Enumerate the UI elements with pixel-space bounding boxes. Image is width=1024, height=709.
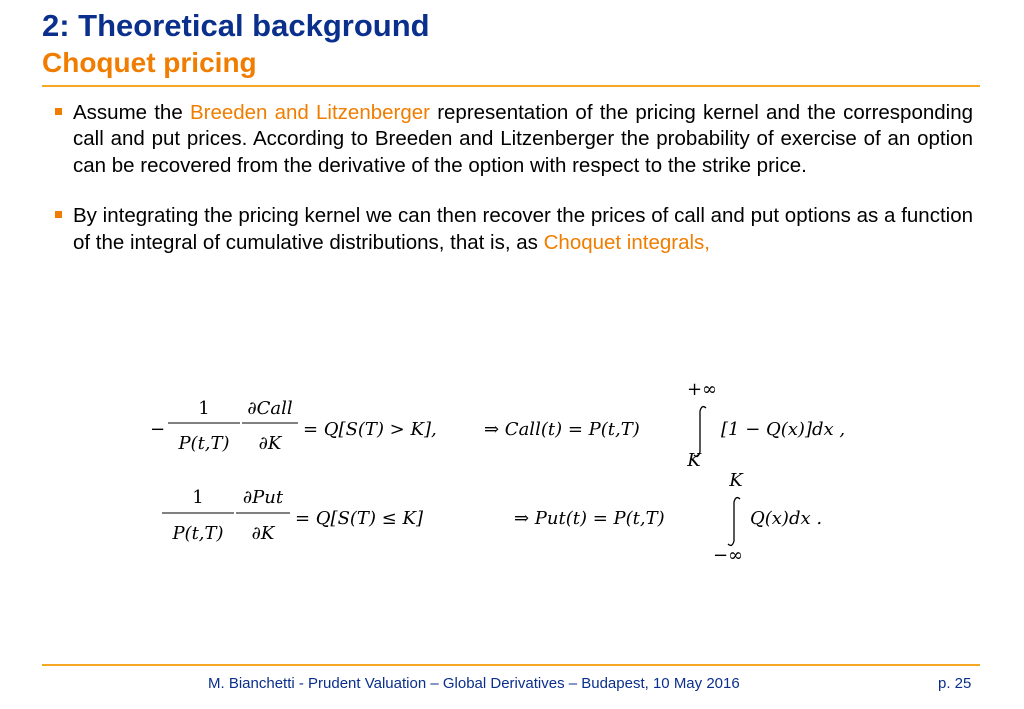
header-divider	[42, 85, 980, 87]
bullet-item	[55, 100, 973, 179]
eq1-int-upper: +∞	[686, 379, 718, 400]
bullet-highlight: Breeden and Litzenberger	[189, 101, 430, 124]
eq1-implication: ⇒ Call(t) = P(t,T)	[484, 419, 640, 440]
eq2-rhs: = Q[S(T) ≤ K]	[295, 508, 423, 529]
eq1-frac2-denominator: ∂K	[258, 433, 282, 454]
eq2-implication: ⇒ Put(t) = P(t,T)	[514, 508, 665, 529]
eq1-rhs: = Q[S(T) > K],	[303, 419, 437, 440]
eq1-int-lower: K	[687, 450, 701, 471]
eq2-integral-sign	[728, 498, 740, 546]
bullet-list	[55, 100, 973, 256]
eq1-frac2-numerator: ∂Call	[247, 398, 293, 419]
eq2-frac1-numerator: 1	[192, 487, 204, 508]
slide-subtitle: Choquet pricing	[42, 47, 257, 78]
eq2-frac2-numerator: ∂Put	[242, 487, 284, 508]
bullet-text: By integrating the pricing kernel we can then recover the prices of call and put options as a function of the integral of cumulative distributions, that is, as	[73, 204, 973, 254]
bullet-text: Assume the	[73, 101, 190, 124]
eq1-frac1-numerator: 1	[198, 398, 210, 419]
eq2-integrand: Q(x)dx .	[750, 508, 823, 529]
page-number: p. 25	[938, 675, 972, 692]
eq2-frac2-denominator: ∂K	[251, 523, 275, 544]
eq2-frac1-denominator: P(t,T)	[172, 523, 224, 544]
footer-divider	[42, 664, 980, 666]
bullet-square-icon	[55, 211, 62, 218]
bullet-item	[55, 203, 973, 256]
bullet-highlight: Choquet integrals,	[543, 230, 710, 254]
footer-text: M. Bianchetti - Prudent Valuation – Global Derivatives – Budapest, 10 May 2016	[208, 675, 740, 692]
eq1-integral-sign	[694, 407, 706, 457]
bullet-square-icon	[55, 108, 62, 115]
eq1-minus: −	[150, 419, 166, 440]
eq1-integrand: [1 − Q(x)]dx ,	[721, 419, 846, 440]
eq1-frac1-denominator: P(t,T)	[178, 433, 230, 454]
eq2-int-lower: −∞	[712, 545, 744, 566]
bullet-text: representation of the pricing kernel and the corresponding call and put prices. According to Breeden and Litzenberger the probability of exercise of an option can be recovered from the derivative of the option with respect to the strike price.	[73, 101, 974, 177]
slide-title: 2: Theoretical background	[42, 8, 430, 43]
eq2-int-upper: K	[729, 470, 743, 491]
